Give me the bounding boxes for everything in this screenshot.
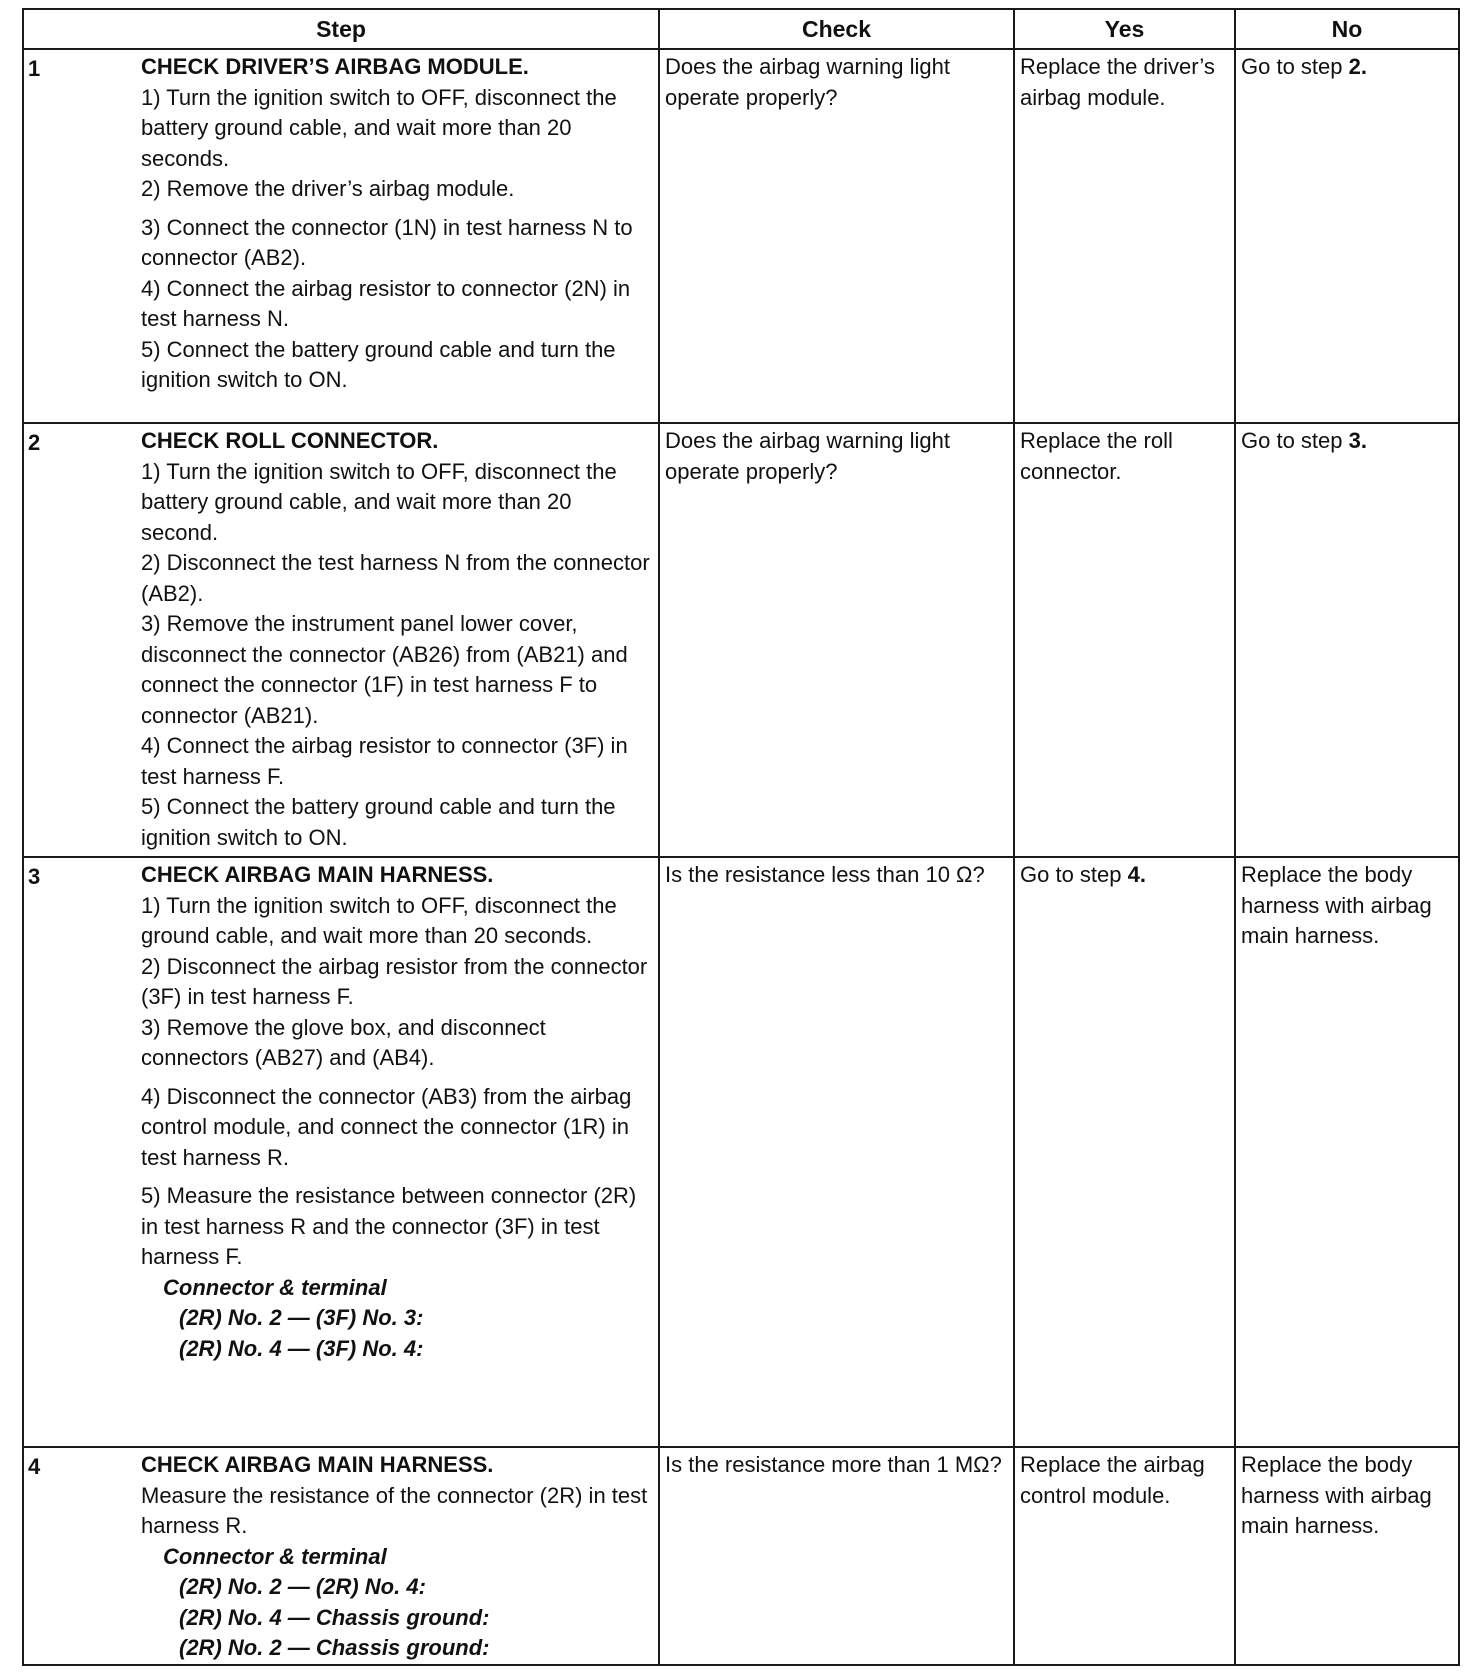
step-cell <box>135 49 659 423</box>
substep: 2) Remove the driver’s airbag module. <box>141 176 515 201</box>
table-row <box>23 423 1459 857</box>
step-title: CHECK DRIVER’S AIRBAG MODULE. <box>141 54 529 79</box>
no-cell: Replace the body harness with airbag main harness. <box>1235 857 1459 1447</box>
spec-line: (2R) No. 2 — (3F) No. 3: <box>179 1305 424 1330</box>
step-reference: 4. <box>1127 862 1146 887</box>
step-title: CHECK AIRBAG MAIN HARNESS. <box>141 1452 494 1477</box>
no-cell <box>1235 49 1459 423</box>
header-step: Step <box>23 9 659 49</box>
step-number: 3 <box>23 857 135 1447</box>
no-cell: Replace the body harness with airbag main harness. <box>1235 1447 1459 1665</box>
spec-line: (2R) No. 4 — (3F) No. 4: <box>179 1335 424 1361</box>
substep: 1) Turn the ignition switch to OFF, disconnect the battery ground cable, and wait more than 20 second. <box>141 458 617 545</box>
substep: 2) Disconnect the test harness N from the connector (AB2). <box>141 550 650 606</box>
substep: 3) Remove the glove box, and disconnect connectors (AB27) and (AB4). <box>141 1014 546 1070</box>
spec-title: Connector & terminal <box>163 1274 387 1300</box>
substep: 4) Disconnect the connector (AB3) from the airbag control module, and connect the connector (1R) in test harness R. <box>141 1083 632 1170</box>
substep: 3) Connect the connector (1N) in test harness N to connector (AB2). <box>141 214 633 270</box>
substep: 5) Measure the resistance between connector (2R) in test harness R and the connector (3F) in test harness F. <box>141 1183 637 1269</box>
yes-cell: Replace the airbag control module. <box>1014 1447 1235 1665</box>
step-reference: 2. <box>1348 54 1367 79</box>
table-row <box>23 49 1459 423</box>
no-text: Go to step <box>1241 428 1349 453</box>
check-cell: Does the airbag warning light operate properly? <box>659 49 1014 423</box>
header-row <box>23 9 1459 49</box>
spec-title: Connector & terminal <box>163 1543 387 1569</box>
step-reference: 3. <box>1348 428 1367 453</box>
spec-line: (2R) No. 4 — Chassis ground: <box>179 1604 490 1630</box>
step-number: 2 <box>23 423 135 857</box>
no-text: Go to step <box>1241 54 1349 79</box>
substep: 3) Remove the instrument panel lower cover, disconnect the connector (AB26) from (AB21) and connect the connector (1F) in test harness F to connector (AB21). <box>141 611 628 728</box>
spec-line: (2R) No. 2 — Chassis ground: <box>179 1635 490 1660</box>
check-cell: Does the airbag warning light operate properly? <box>659 423 1014 857</box>
step-number: 1 <box>23 49 135 423</box>
substep: 1) Turn the ignition switch to OFF, disconnect the ground cable, and wait more than 20 seconds. <box>141 892 617 948</box>
table-row <box>23 857 1459 1447</box>
substep: Measure the resistance of the connector (2R) in test harness R. <box>141 1482 648 1538</box>
diagnostic-table <box>22 8 1460 1666</box>
substep: 2) Disconnect the airbag resistor from the connector (3F) in test harness F. <box>141 953 648 1009</box>
step-cell <box>135 857 659 1447</box>
substep: 5) Connect the battery ground cable and turn the ignition switch to ON. <box>141 794 616 850</box>
step-title: CHECK AIRBAG MAIN HARNESS. <box>141 862 494 887</box>
no-cell <box>1235 423 1459 857</box>
yes-cell: Replace the roll connector. <box>1014 423 1235 857</box>
yes-cell: Replace the driver’s airbag module. <box>1014 49 1235 423</box>
step-number: 4 <box>23 1447 135 1665</box>
header-no: No <box>1235 9 1459 49</box>
header-check: Check <box>659 9 1014 49</box>
substep: 1) Turn the ignition switch to OFF, disconnect the battery ground cable, and wait more than 20 seconds. <box>141 84 617 171</box>
substep: 4) Connect the airbag resistor to connector (3F) in test harness F. <box>141 733 628 789</box>
header-yes: Yes <box>1014 9 1235 49</box>
yes-cell <box>1014 857 1235 1447</box>
yes-text: Go to step <box>1020 862 1128 887</box>
check-cell: Is the resistance less than 10 Ω? <box>659 857 1014 1447</box>
spec-line: (2R) No. 2 — (2R) No. 4: <box>179 1574 426 1599</box>
substep: 5) Connect the battery ground cable and turn the ignition switch to ON. <box>141 336 616 392</box>
step-cell <box>135 1447 659 1665</box>
substep: 4) Connect the airbag resistor to connector (2N) in test harness N. <box>141 275 631 331</box>
step-cell <box>135 423 659 857</box>
table-row <box>23 1447 1459 1665</box>
check-cell: Is the resistance more than 1 MΩ? <box>659 1447 1014 1665</box>
step-title: CHECK ROLL CONNECTOR. <box>141 428 439 453</box>
